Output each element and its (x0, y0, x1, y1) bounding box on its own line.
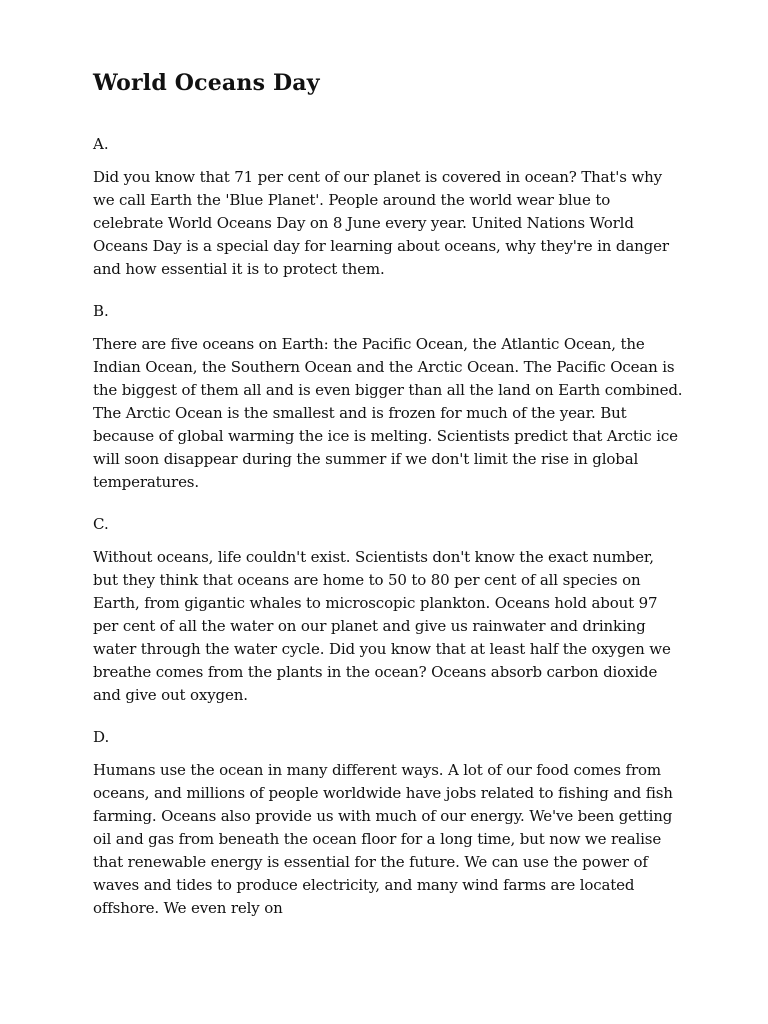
section-paragraph: Humans use the ocean in many different ways. A lot of our food comes from oceans, and millions of people worldwide have jobs related to fishing and fish farming. Oceans also provide us with much of our energy. We've been getting oil and gas from beneath the ocean floor for a long time, but now we realise that renewable energy is essential for the future. We can use the power of waves and tides to produce electricity, and many wind farms are located offshore. We even rely on (93, 761, 673, 917)
section-letter: C. (93, 515, 109, 533)
section-a (93, 134, 683, 281)
document-title: World Oceans Day (93, 70, 320, 96)
section-b (93, 301, 683, 494)
section-letter: B. (93, 302, 109, 320)
section-c (93, 514, 683, 707)
section-letter: A. (93, 135, 109, 153)
section-paragraph: Without oceans, life couldn't exist. Scientists don't know the exact number, but they think that oceans are home to 50 to 80 per cent of all species on Earth, from gigantic whales to microscopic plankton. Oceans hold about 97 per cent of all the water on our planet and give us rainwater and drinking water through the water cycle. Did you know that at least half the oxygen we breathe comes from the plants in the ocean? Oceans absorb carbon dioxide and give out oxygen. (93, 548, 671, 704)
section-d (93, 727, 683, 920)
document-page (93, 66, 683, 940)
section-paragraph: There are five oceans on Earth: the Pacific Ocean, the Atlantic Ocean, the Indian Ocean, the Southern Ocean and the Arctic Ocean. The Pacific Ocean is the biggest of them all and is even bigger than all the land on Earth combined. The Arctic Ocean is the smallest and is frozen for much of the year. But because of global warming the ice is melting. Scientists predict that Arctic ice will soon disappear during the summer if we don't limit the rise in global temperatures. (93, 335, 683, 491)
section-paragraph: Did you know that 71 per cent of our planet is covered in ocean? That's why we call Earth the 'Blue Planet'. People around the world wear blue to celebrate World Oceans Day on 8 June every year. United Nations World Oceans Day is a special day for learning about oceans, why they're in danger and how essential it is to protect them. (93, 168, 669, 278)
section-letter: D. (93, 728, 110, 746)
